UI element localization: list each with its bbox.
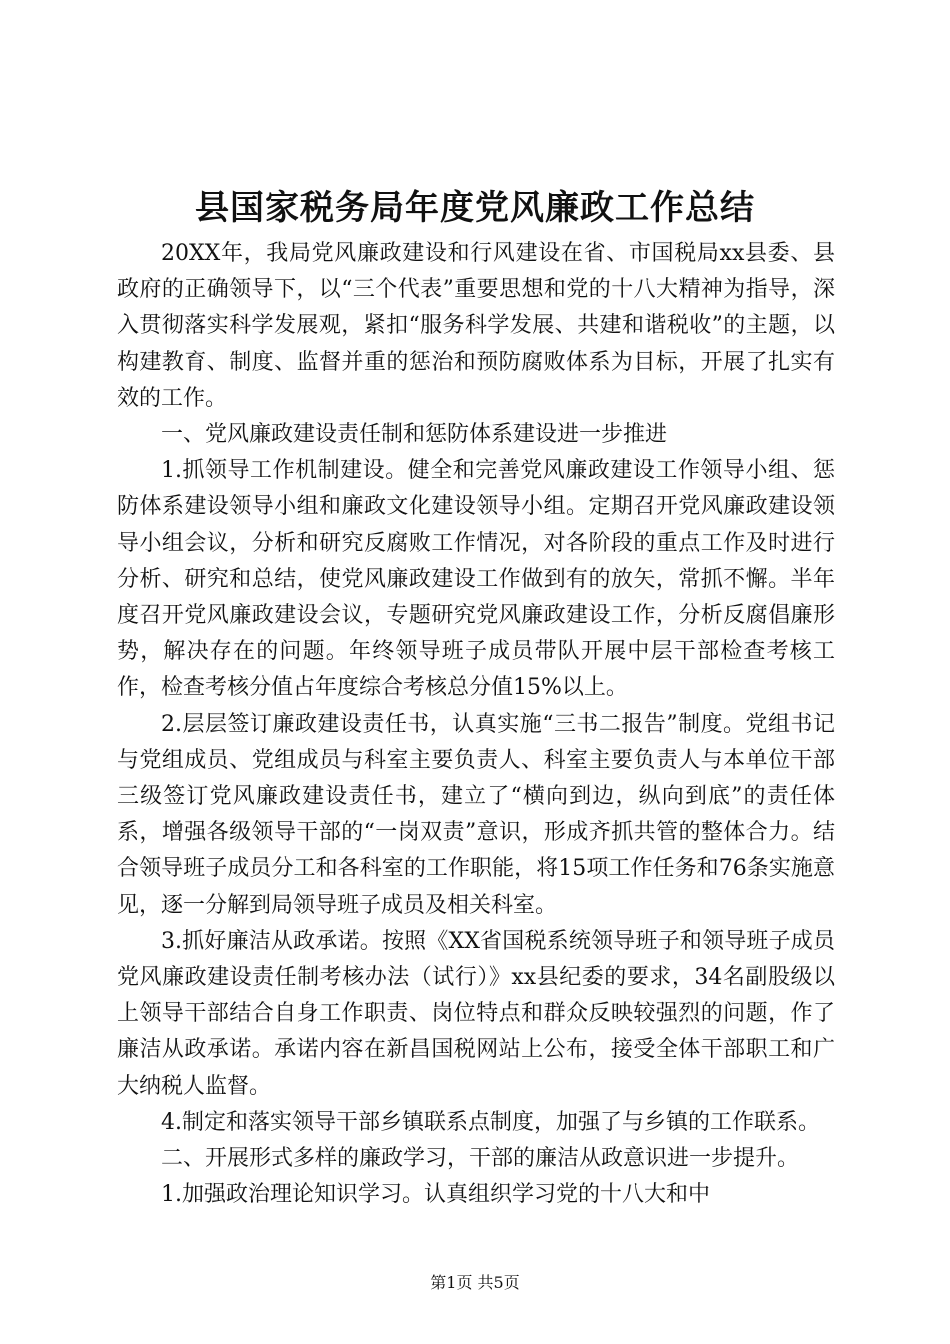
paragraph-1-3: 3.抓好廉洁从政承诺。按照《XX省国税系统领导班子和领导班子成员党风廉政建设责任制考核办法（试行）》xx县纪委的要求，34名副股级以上领导干部结合自身工作职责、岗位特点和群众反映较强烈的问题，作了廉洁从政承诺。承诺内容在新昌国税网站上公布，接受全体干部职工和广大纳税人监督。 <box>117 928 835 1099</box>
page-footer: 第1页 共5页 <box>430 1273 520 1292</box>
section-heading-1: 一、党风廉政建设责任制和惩防体系建设进一步推进 <box>161 422 668 448</box>
document-body <box>117 236 835 1213</box>
paragraph-1-4: 4.制定和落实领导干部乡镇联系点制度，加强了与乡镇的工作联系。 <box>161 1109 820 1135</box>
paragraph-2-1: 1.加强政治理论知识学习。认真组织学习党的十八大和中 <box>161 1182 710 1208</box>
document-title: 县国家税务局年度党风廉政工作总结 <box>195 188 755 228</box>
section-heading-2: 二、开展形式多样的廉政学习，干部的廉洁从政意识进一步提升。 <box>161 1146 800 1172</box>
paragraph-intro: 20XX年，我局党风廉政建设和行风建设在省、市国税局xx县委、县政府的正确领导下，以“三个代表”重要思想和党的十八大精神为指导，深入贯彻落实科学发展观，紧扣“服务科学发展、共建和谐税收”的主题，以构建教育、制度、监督并重的惩治和预防腐败体系为目标，开展了扎实有效的工作。 <box>117 241 835 411</box>
paragraph-1-1: 1.抓领导工作机制建设。健全和完善党风廉政建设工作领导小组、惩防体系建设领导小组和廉政文化建设领导小组。定期召开党风廉政建设领导小组会议，分析和研究反腐败工作情况，对各阶段的重点工作及时进行分析、研究和总结，使党风廉政建设工作做到有的放矢，常抓不懈。半年度召开党风廉政建设会议，专题研究党风廉政建设工作，分析反腐倡廉形势，解决存在的问题。年终领导班子成员带队开展中层干部检查考核工作，检查考核分值占年度综合考核总分值15%以上。 <box>117 458 835 701</box>
paragraph-1-2: 2.层层签订廉政建设责任书，认真实施“三书二报告”制度。党组书记与党组成员、党组成员与科室主要负责人、科室主要负责人与本单位干部三级签订党风廉政建设责任书，建立了“横向到边，纵向到底”的责任体系，增强各级领导干部的“一岗双责”意识，形成齐抓共管的整体合力。结合领导班子成员分工和各科室的工作职能，将15项工作任务和76条实施意见，逐一分解到局领导班子成员及相关科室。 <box>117 711 835 918</box>
